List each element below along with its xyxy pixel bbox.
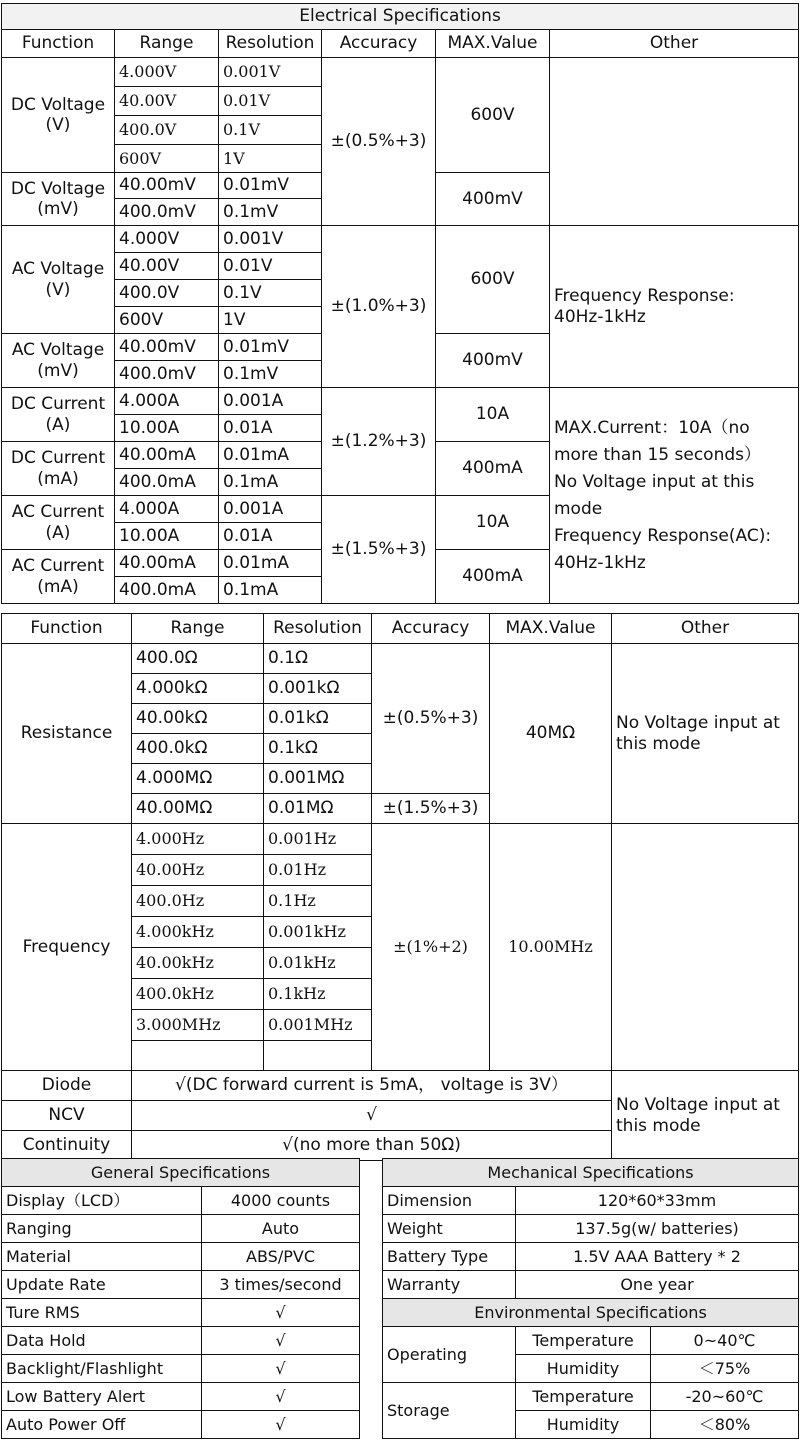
dcv-function: DC Voltage (V) <box>2 58 115 173</box>
storage-hum-label: Humidity <box>516 1411 651 1439</box>
general-label: Low Battery Alert <box>2 1383 202 1411</box>
mechanical-value: One year <box>516 1271 799 1299</box>
general-value: 4000 counts <box>202 1187 360 1215</box>
dca-resolution: 0.001A <box>219 388 322 415</box>
diode-value: √(DC forward current is 5mA， voltage is 3V） <box>132 1071 612 1101</box>
dcmv-range: 400.0mV <box>115 199 219 226</box>
general-value: √ <box>202 1411 360 1439</box>
acv-range: 400.0V <box>115 280 219 307</box>
frequency-resolution-empty <box>264 1041 372 1071</box>
acmv-range: 400.0mV <box>115 361 219 388</box>
general-label: Ranging <box>2 1215 202 1243</box>
dcma-resolution: 0.1mA <box>219 469 322 496</box>
dcv-max: 600V <box>436 58 550 173</box>
header-max-value: MAX.Value <box>436 30 550 58</box>
dcv-range: 400.0V <box>115 116 219 145</box>
acv-resolution: 1V <box>219 307 322 334</box>
aca-resolution: 0.001A <box>219 496 322 523</box>
dca-range: 4.000A <box>115 388 219 415</box>
mechanical-spec-table <box>382 1158 799 1439</box>
dcma-resolution: 0.01mA <box>219 442 322 469</box>
operating-temp-label: Temperature <box>516 1327 651 1355</box>
general-spec-table <box>1 1158 360 1439</box>
dcmv-resolution: 0.01mV <box>219 173 322 199</box>
acv-accuracy: ±(1.0%+3) <box>322 226 436 388</box>
acv-resolution: 0.001V <box>219 226 322 253</box>
resistance-range: 4.000MΩ <box>132 764 264 794</box>
storage-label: Storage <box>383 1383 516 1439</box>
general-label: Auto Power Off <box>2 1411 202 1439</box>
frequency-resolution: 0.001MHz <box>264 1010 372 1041</box>
header-other: Other <box>612 614 799 644</box>
mechanical-label: Warranty <box>383 1271 516 1299</box>
resistance-other: No Voltage input at this mode <box>612 644 799 824</box>
frequency-range: 4.000Hz <box>132 824 264 855</box>
frequency-other <box>612 824 799 1071</box>
aca-accuracy: ±(1.5%+3) <box>322 496 436 604</box>
frequency-range: 400.0Hz <box>132 886 264 917</box>
resistance-function: Resistance <box>2 644 132 824</box>
operating-temp: 0~40℃ <box>651 1327 799 1355</box>
operating-hum: ＜75% <box>651 1355 799 1383</box>
dcmv-range: 40.00mV <box>115 173 219 199</box>
acma-resolution: 0.01mA <box>219 550 322 577</box>
general-value: 3 times/second <box>202 1271 360 1299</box>
header-range: Range <box>132 614 264 644</box>
acv-range: 4.000V <box>115 226 219 253</box>
header-resolution: Resolution <box>264 614 372 644</box>
aca-function: AC Current (A) <box>2 496 115 550</box>
storage-temp-label: Temperature <box>516 1383 651 1411</box>
acmv-range: 40.00mV <box>115 334 219 361</box>
dcma-max: 400mA <box>436 442 550 496</box>
continuity-label: Continuity <box>2 1131 132 1161</box>
dca-resolution: 0.01A <box>219 415 322 442</box>
resistance-range: 400.0kΩ <box>132 734 264 764</box>
resistance-resolution: 0.01MΩ <box>264 794 372 824</box>
dca-max: 10A <box>436 388 550 442</box>
acv-resolution: 0.1V <box>219 280 322 307</box>
resistance-range: 40.00kΩ <box>132 704 264 734</box>
frequency-range: 40.00kHz <box>132 948 264 979</box>
aca-max: 10A <box>436 496 550 550</box>
general-title: General Specifications <box>2 1159 360 1187</box>
frequency-max: 10.00MHz <box>490 824 612 1071</box>
continuity-value: √(no more than 50Ω) <box>132 1131 612 1161</box>
dcmv-function: DC Voltage (mV) <box>2 173 115 226</box>
acv-range: 40.00V <box>115 253 219 280</box>
ncv-label: NCV <box>2 1101 132 1131</box>
dcv-resolution: 1V <box>219 145 322 173</box>
mechanical-label: Weight <box>383 1215 516 1243</box>
dcv-accuracy: ±(0.5%+3) <box>322 58 436 226</box>
operating-hum-label: Humidity <box>516 1355 651 1383</box>
mechanical-value: 137.5g(w/ batteries) <box>516 1215 799 1243</box>
dcmv-max: 400mV <box>436 173 550 226</box>
general-value: ABS/PVC <box>202 1243 360 1271</box>
general-value: √ <box>202 1299 360 1327</box>
resistance-max: 40MΩ <box>490 644 612 824</box>
aca-resolution: 0.01A <box>219 523 322 550</box>
general-label: Display（LCD） <box>2 1187 202 1215</box>
dcv-resolution: 0.1V <box>219 116 322 145</box>
header-accuracy: Accuracy <box>372 614 490 644</box>
acma-range: 40.00mA <box>115 550 219 577</box>
dcv-range: 4.000V <box>115 58 219 87</box>
frequency-resolution: 0.01kHz <box>264 948 372 979</box>
misc-other: No Voltage input at this mode <box>612 1071 799 1161</box>
resistance-resolution: 0.001MΩ <box>264 764 372 794</box>
resistance-range: 40.00MΩ <box>132 794 264 824</box>
resistance-resolution: 0.001kΩ <box>264 674 372 704</box>
resistance-resolution: 0.1Ω <box>264 644 372 674</box>
general-label: Data Hold <box>2 1327 202 1355</box>
general-label: Backlight/Flashlight <box>2 1355 202 1383</box>
dcma-function: DC Current (mA) <box>2 442 115 496</box>
general-value: √ <box>202 1383 360 1411</box>
acmv-resolution: 0.01mV <box>219 334 322 361</box>
mechanical-value: 1.5V AAA Battery * 2 <box>516 1243 799 1271</box>
dcv-range: 600V <box>115 145 219 173</box>
header-max-value: MAX.Value <box>490 614 612 644</box>
diode-label: Diode <box>2 1071 132 1101</box>
dcv-range: 40.00V <box>115 87 219 116</box>
acma-max: 400mA <box>436 550 550 604</box>
acmv-resolution: 0.1mV <box>219 361 322 388</box>
dcma-range: 400.0mA <box>115 469 219 496</box>
storage-temp: -20~60℃ <box>651 1383 799 1411</box>
header-accuracy: Accuracy <box>322 30 436 58</box>
mechanical-title: Mechanical Specifications <box>383 1159 799 1187</box>
frequency-resolution: 0.01Hz <box>264 855 372 886</box>
frequency-range: 4.000kHz <box>132 917 264 948</box>
acma-range: 400.0mA <box>115 577 219 604</box>
dcv-other <box>550 58 799 226</box>
acv-max: 600V <box>436 226 550 334</box>
acv-resolution: 0.01V <box>219 253 322 280</box>
resistance-range: 400.0Ω <box>132 644 264 674</box>
resistance-resolution: 0.1kΩ <box>264 734 372 764</box>
frequency-range-empty <box>132 1041 264 1071</box>
frequency-range: 400.0kHz <box>132 979 264 1010</box>
header-function: Function <box>2 30 115 58</box>
dca-function: DC Current (A) <box>2 388 115 442</box>
frequency-range: 3.000MHz <box>132 1010 264 1041</box>
current-other: MAX.Current：10A（no more than 15 seconds） No Voltage input at this mode Frequency Response(AC): 40Hz-1kHz <box>550 388 799 604</box>
acv-range: 600V <box>115 307 219 334</box>
environmental-title: Environmental Specifications <box>383 1299 799 1327</box>
resistance-accuracy-last: ±(1.5%+3) <box>372 794 490 824</box>
frequency-resolution: 0.1Hz <box>264 886 372 917</box>
storage-hum: ＜80% <box>651 1411 799 1439</box>
operating-label: Operating <box>383 1327 516 1383</box>
electrical-title: Electrical Specifications <box>2 4 799 30</box>
header-resolution: Resolution <box>219 30 322 58</box>
frequency-range: 40.00Hz <box>132 855 264 886</box>
acv-function: AC Voltage (V) <box>2 226 115 334</box>
header-function: Function <box>2 614 132 644</box>
frequency-resolution: 0.001kHz <box>264 917 372 948</box>
header-other: Other <box>550 30 799 58</box>
acmv-max: 400mV <box>436 334 550 388</box>
mechanical-value: 120*60*33mm <box>516 1187 799 1215</box>
dcv-resolution: 0.001V <box>219 58 322 87</box>
general-value: Auto <box>202 1215 360 1243</box>
general-label: Ture RMS <box>2 1299 202 1327</box>
header-range: Range <box>115 30 219 58</box>
aca-range: 10.00A <box>115 523 219 550</box>
dcmv-resolution: 0.1mV <box>219 199 322 226</box>
frequency-resolution: 0.1kHz <box>264 979 372 1010</box>
mechanical-label: Dimension <box>383 1187 516 1215</box>
mechanical-label: Battery Type <box>383 1243 516 1271</box>
acv-other: Frequency Response: 40Hz-1kHz <box>550 226 799 388</box>
aca-range: 4.000A <box>115 496 219 523</box>
resistance-range: 4.000kΩ <box>132 674 264 704</box>
general-value: √ <box>202 1355 360 1383</box>
acmv-function: AC Voltage (mV) <box>2 334 115 388</box>
dca-accuracy: ±(1.2%+3) <box>322 388 436 496</box>
frequency-function: Frequency <box>2 824 132 1071</box>
ncv-value: √ <box>132 1101 612 1131</box>
acma-resolution: 0.1mA <box>219 577 322 604</box>
dcma-range: 40.00mA <box>115 442 219 469</box>
general-label: Material <box>2 1243 202 1271</box>
resistance-frequency-table <box>1 613 799 1161</box>
resistance-resolution: 0.01kΩ <box>264 704 372 734</box>
dca-range: 10.00A <box>115 415 219 442</box>
dcv-resolution: 0.01V <box>219 87 322 116</box>
resistance-accuracy: ±(0.5%+3) <box>372 644 490 794</box>
general-label: Update Rate <box>2 1271 202 1299</box>
acma-function: AC Current (mA) <box>2 550 115 604</box>
electrical-spec-table <box>1 3 799 604</box>
general-value: √ <box>202 1327 360 1355</box>
frequency-accuracy: ±(1%+2) <box>372 824 490 1071</box>
frequency-resolution: 0.001Hz <box>264 824 372 855</box>
